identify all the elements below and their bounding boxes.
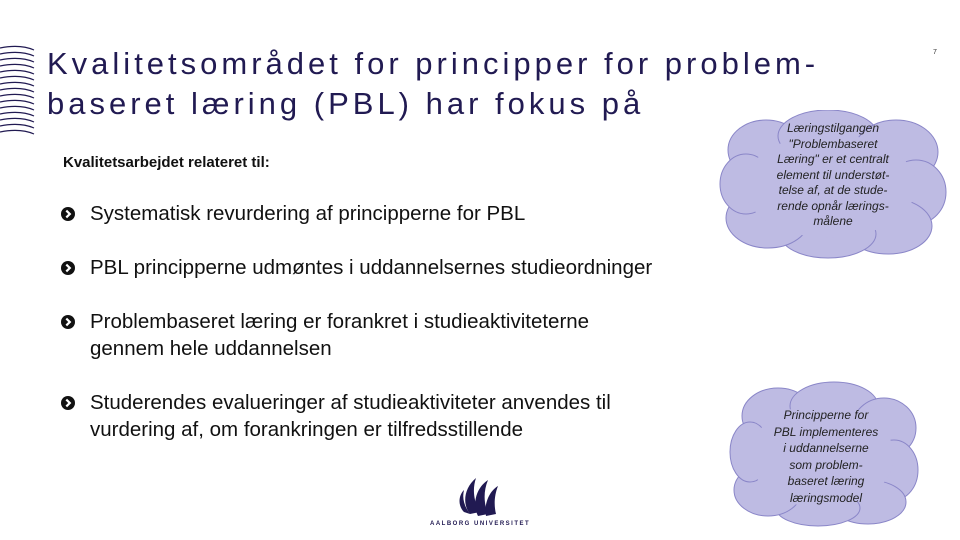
bullet-text: Systematisk revurdering af principperne for PBL (90, 202, 526, 225)
cloud-line: telse af, at de stude- (778, 183, 888, 197)
cloud-line: i uddannelserne (783, 441, 869, 455)
chevron-right-circle-icon (61, 261, 75, 275)
wave-lines-icon (0, 44, 40, 154)
title-line-2: baseret læring (PBL) har fokus på (47, 86, 645, 121)
bullet-text: Problembaseret læring er forankret i studieaktiviteterne (90, 310, 590, 333)
cloud-line: Principperne for (783, 408, 869, 422)
cloud-line: Læring" er et centralt (777, 152, 889, 166)
logo-wordmark: AALBORG UNIVERSITET (430, 521, 531, 527)
cloud-line: element til understøt- (776, 167, 890, 182)
bullet-item (60, 308, 760, 362)
cloud-callout-2 (746, 407, 906, 506)
cloud-callout-1 (748, 121, 918, 230)
cloud-line: baseret læring (787, 474, 865, 488)
cloud-line: "Problembaseret (788, 136, 878, 151)
bullet-text-continued: vurdering af, om forankringen er tilfredsstillende (90, 418, 523, 441)
cloud-line: Læringstilgangen (786, 121, 880, 135)
chevron-right-circle-icon (61, 315, 75, 329)
cloud-line: PBL implementeres (773, 424, 879, 439)
title-line-1: Kvalitetsområdet for principper for problem- (47, 46, 820, 81)
bullet-item (60, 254, 760, 281)
chevron-right-circle-icon (61, 207, 75, 221)
cloud-line: målene (813, 214, 853, 228)
bullet-text-continued: gennem hele uddannelsen (90, 337, 332, 360)
bullet-text: PBL principperne udmøntes i uddannelsernes studieordninger (90, 256, 653, 279)
page-number: 7 (933, 49, 937, 56)
cloud-line: læringsmodel (789, 490, 863, 505)
cloud-line: rende opnår lærings- (777, 198, 889, 213)
bullet-text: Studerendes evalueringer af studieaktiviteter anvendes til (90, 391, 611, 414)
chevron-right-circle-icon (61, 396, 75, 410)
subheading: Kvalitetsarbejdet relateret til: (63, 154, 270, 171)
bullet-item (60, 389, 760, 443)
bullet-item (60, 200, 760, 227)
cloud-line: som problem- (789, 457, 863, 472)
